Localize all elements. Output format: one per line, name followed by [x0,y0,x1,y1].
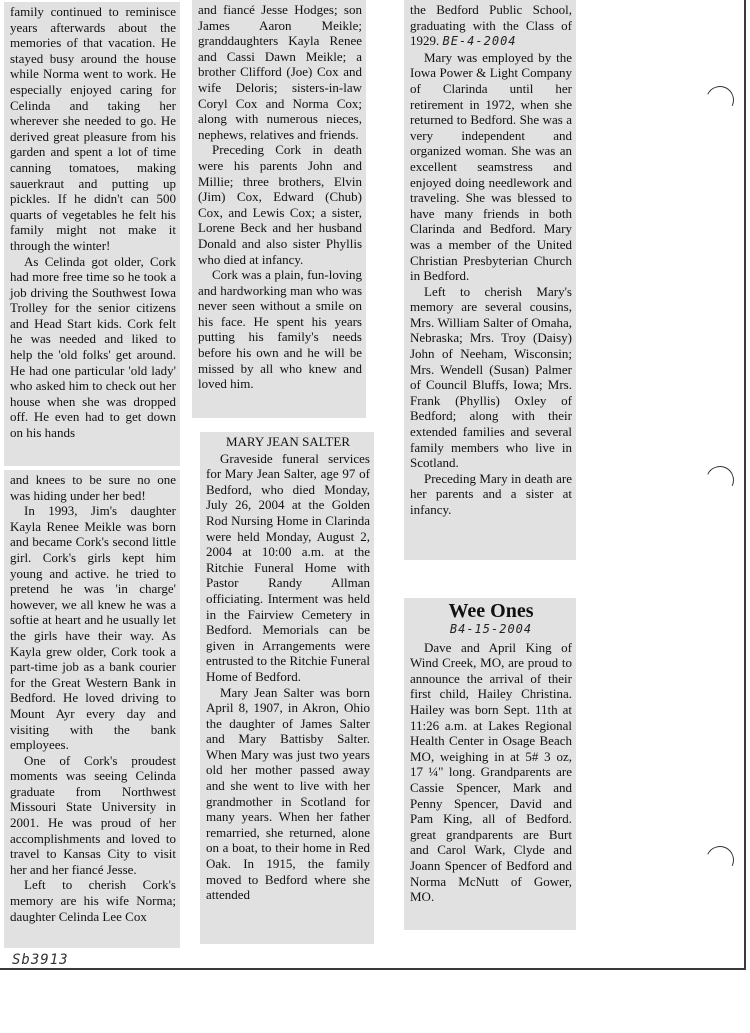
paragraph: One of Cork's proudest moments was seeing Celinda graduate from Northwest Missouri State University in 2001. He was proud of her accomplishments and loved to travel to Kansas City to visit her and her fiancé Jesse. [10,752,176,877]
paragraph: family continued to reminisce years afterwards about the memories of that vacation. He stayed busy around the house while Norma went to work. He especially enjoyed caring for Celinda and taking her wherever she needed to go. He derived great pleasure from his garden and spent a lot of time canning tomatoes, making sauerkraut and putting up pickles. If he didn't can 500 quarts of vegetables he felt his family might not make it through the winter! [10,4,176,253]
obituary-cork-clipping-part-3 [192,0,366,418]
paragraph: Cork was a plain, fun-loving and hardworking man who was never seen without a smile on his face. He spent his years putting his family's needs before his own and he will be missed by all who knew and loved him. [198,267,362,392]
paragraph [410,2,572,50]
obituary-heading: MARY JEAN SALTER [225,434,350,449]
section-title: Wee Ones [448,600,534,622]
paragraph: and fiancé Jesse Hodges; son James Aaron Meikle; granddaughters Kayla Renee and Cassi Dawn Meikle; a brother Clifford (Joe) Cox and wife Deloris; sisters-in-law Coryl Cox and Norma Cox; along with numerous nieces, nephews, relatives and friends. [198,2,362,142]
handwritten-date-note: B4-15-2004 [449,622,533,636]
wee-ones-birth-announcement-clipping [404,598,576,930]
scrapbook-label: Sb3913 [12,952,69,968]
paragraph: Graveside funeral services for Mary Jean Salter, age 97 of Bedford, who died Monday, July 26, 2004 at the Golden Rod Nursing Home in Clarinda were held Monday, August 2, 2004 at 10:00 a.m. at the Ritchie Funeral Home with Pastor Randy Allman officiating. Interment was held in the Fairview Cemetery in Bedford. Memorials can be given in Arrangements were entrusted to the Ritchie Funeral Home of Bedford. [206,450,370,684]
paragraph: Left to cherish Cork's memory are his wife Norma; daughter Celinda Lee Cox [10,877,176,924]
paragraph: and knees to be sure no one was hiding under her bed! [10,472,176,503]
obituary-mary-jean-salter-clipping-part-2 [404,0,576,560]
paragraph: Mary was employed by the Iowa Power & Light Company of Clarinda until her retirement in 1972, when she returned to Bedford. She was a very independent and organized woman. She was an excellent seamstress and enjoyed doing needlework and traveling. She was blessed to have many friends in both Clarinda and Bedford. Mary was a member of the United Christian Presbyterian Church in Bedford. [410,49,572,284]
handwritten-date-note: BE-4-2004 [442,34,517,49]
binder-hole [702,842,738,878]
paragraph: Preceding Cork in death were his parents John and Millie; three brothers, Elvin (Jim) Cox, Edward (Chub) Cox, and Lewis Cox; a sister, Lorene Beck and her husband Donald and also sister Phyllis who died at infancy. [198,142,362,267]
binder-hole [702,82,738,118]
paragraph: Mary Jean Salter was born April 8, 1907, in Akron, Ohio the daughter of James Salter and Mary Battisby Salter. When Mary was just two years old her mother passed away and she went to live with her grandmother in Scotland for many years. When her father remarried, she returned, alone on a boat, to their home in Red Oak. In 1915, the family moved to Bedford where she attended [206,684,370,903]
paragraph: Dave and April King of Wind Creek, MO, are proud to announce the arrival of their first child, Hailey Christina. Hailey was born Sept. 11th at 11:26 a.m. at Lakes Regional Health Center in Osage Beach MO, weighing in at 5# 3 oz, 17 ¼" long. Grandparents are Cassie Spencer, Mark and Penny Spencer, David and Pam King, all of Bedford. great grandparents are Burt and Carol Wark, Clyde and Joann Spencer of Bedford and Norma McNutt of Gower, MO. [410,639,572,905]
obituary-cork-clipping-part-2 [4,470,180,948]
paragraph-text: the Bedford Public School, graduating with the Class of 1929. [410,2,572,49]
binder-hole [702,462,738,498]
paragraph: In 1993, Jim's daughter Kayla Renee Meikle was born and became Cork's second little girl. Cork's girls kept him young and active. he tried to pretend he was 'in charge' however, we all knew he was a softie at heart and he usually let the girls have their way. As Kayla grew older, Cork took a part-time job as a bank courier for the Great Western Bank in Bedford. He loved driving to Mount Ayr every day and visiting with the bank employees. [10,503,176,753]
paragraph: As Celinda got older, Cork had more free time so he took a job driving the Southwest Iowa Trolley for the senior citizens and Head Start kids. Cork felt he was needed and liked to help the 'old folks' get around. He had one particular 'old lady' who asked him to check out her house when she was dropped off. He even had to get down on his hands [10,253,176,441]
paragraph: Left to cherish Mary's memory are several cousins, Mrs. William Salter of Omaha, Nebraska; Mrs. Troy (Daisy) John of Neeham, Wisconsin; Mrs. Wendell (Susan) Palmer of Council Bluffs, Iowa; Mrs. Frank (Phyllis) Oxley of Bedford; along with their extended families and several family members who live in Scotland. [410,283,572,471]
obituary-mary-jean-salter-clipping-part-1 [200,432,374,944]
paragraph: Preceding Mary in death are her parents and a sister at infancy. [410,470,572,517]
obituary-cork-clipping-part-1 [4,2,180,466]
